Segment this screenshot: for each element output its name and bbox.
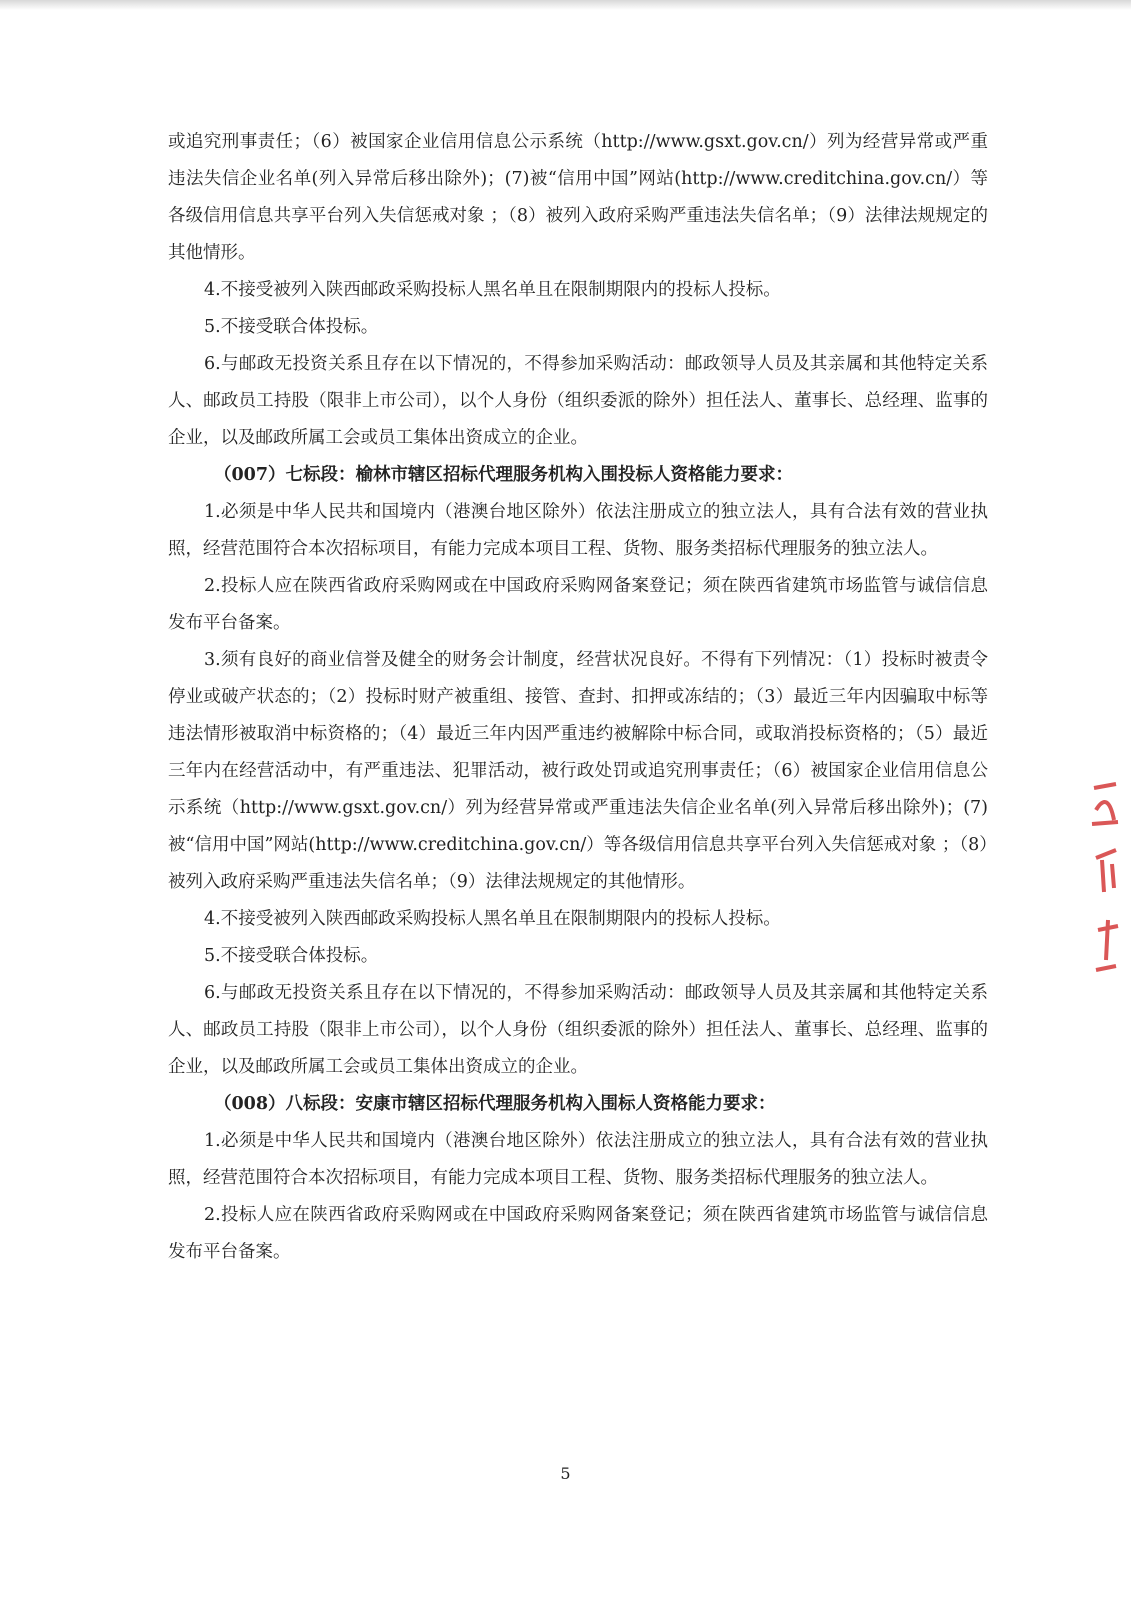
section-heading-008: （008）八标段：安康市辖区招标代理服务机构入围标人资格能力要求：	[214, 1094, 776, 1114]
section-heading-007: （007）七标段：榆林市辖区招标代理服务机构入围投标人资格能力要求：	[214, 465, 794, 485]
paragraph-item-6: 6.与邮政无投资关系且存在以下情况的，不得参加采购活动：邮政领导人员及其亲属和其他特定关系人、邮政员工持股（限非上市公司），以个人身份（组织委派的除外）担任法人、董事长、总经理、监事的企业，以及邮政所属工会或员工集体出资成立的企业。	[168, 354, 988, 448]
section-007-item-2: 2.投标人应在陕西省政府采购网或在中国政府采购网备案登记；须在陕西省建筑市场监管与诚信信息发布平台备案。	[168, 576, 988, 633]
section-007-item-5: 5.不接受联合体投标。	[204, 946, 379, 966]
section-008-item-2: 2.投标人应在陕西省政府采购网或在中国政府采购网备案登记；须在陕西省建筑市场监管与诚信信息发布平台备案。	[168, 1205, 988, 1262]
page-number: 5	[560, 1464, 571, 1483]
section-007-item-3: 3.须有良好的商业信誉及健全的财务会计制度，经营状况良好。不得有下列情况：（1）投标时被责令停业或破产状态的；（2）投标时财产被重组、接管、查封、扣押或冻结的；（3）最近三年内因骗取中标等违法情形被取消中标资格的；（4）最近三年内因严重违约被解除中标合同，或取消投标资格的；（5）最近三年内在经营活动中，有严重违法、犯罪活动，被行政处罚或追究刑事责任；（6）被国家企业信用信息公示系统（http://www.gsxt.gov.cn/）列为经营异常或严重违法失信企业名单(列入异常后移出除外)；(7)被“信用中国”网站(http://www.creditchina.gov.cn/）等各级信用信息共享平台列入失信惩戒对象 ；（8）被列入政府采购严重违法失信名单；（9）法律法规规定的其他情形。	[168, 650, 988, 892]
section-008-item-1: 1.必须是中华人民共和国境内（港澳台地区除外）依法注册成立的独立法人，具有合法有效的营业执照，经营范围符合本次招标项目，有能力完成本项目工程、货物、服务类招标代理服务的独立法人。	[168, 1131, 988, 1188]
paragraph-item-4: 4.不接受被列入陕西邮政采购投标人黑名单且在限制期限内的投标人投标。	[204, 280, 781, 300]
paragraph-item-5: 5.不接受联合体投标。	[204, 317, 379, 337]
section-007-item-4: 4.不接受被列入陕西邮政采购投标人黑名单且在限制期限内的投标人投标。	[204, 909, 781, 929]
red-seal-icon	[1088, 780, 1122, 980]
paragraph-continued: 或追究刑事责任；（6）被国家企业信用信息公示系统（http://www.gsxt.gov.cn/）列为经营异常或严重违法失信企业名单(列入异常后移出除外)；(7)被“信用中国”网站(http://www.creditchina.gov.cn/）等各级信用信息共享平台列入失信惩戒对象 ；（8）被列入政府采购严重违法失信名单；（9）法律法规规定的其他情形。	[168, 132, 988, 263]
seal-stamp-fragment	[1088, 780, 1124, 988]
document-body	[168, 124, 988, 1271]
scan-top-edge	[0, 0, 1131, 10]
section-007-item-6: 6.与邮政无投资关系且存在以下情况的，不得参加采购活动：邮政领导人员及其亲属和其他特定关系人、邮政员工持股（限非上市公司），以个人身份（组织委派的除外）担任法人、董事长、总经理、监事的企业，以及邮政所属工会或员工集体出资成立的企业。	[168, 983, 988, 1077]
section-007-item-1: 1.必须是中华人民共和国境内（港澳台地区除外）依法注册成立的独立法人，具有合法有效的营业执照，经营范围符合本次招标项目，有能力完成本项目工程、货物、服务类招标代理服务的独立法人。	[168, 502, 988, 559]
